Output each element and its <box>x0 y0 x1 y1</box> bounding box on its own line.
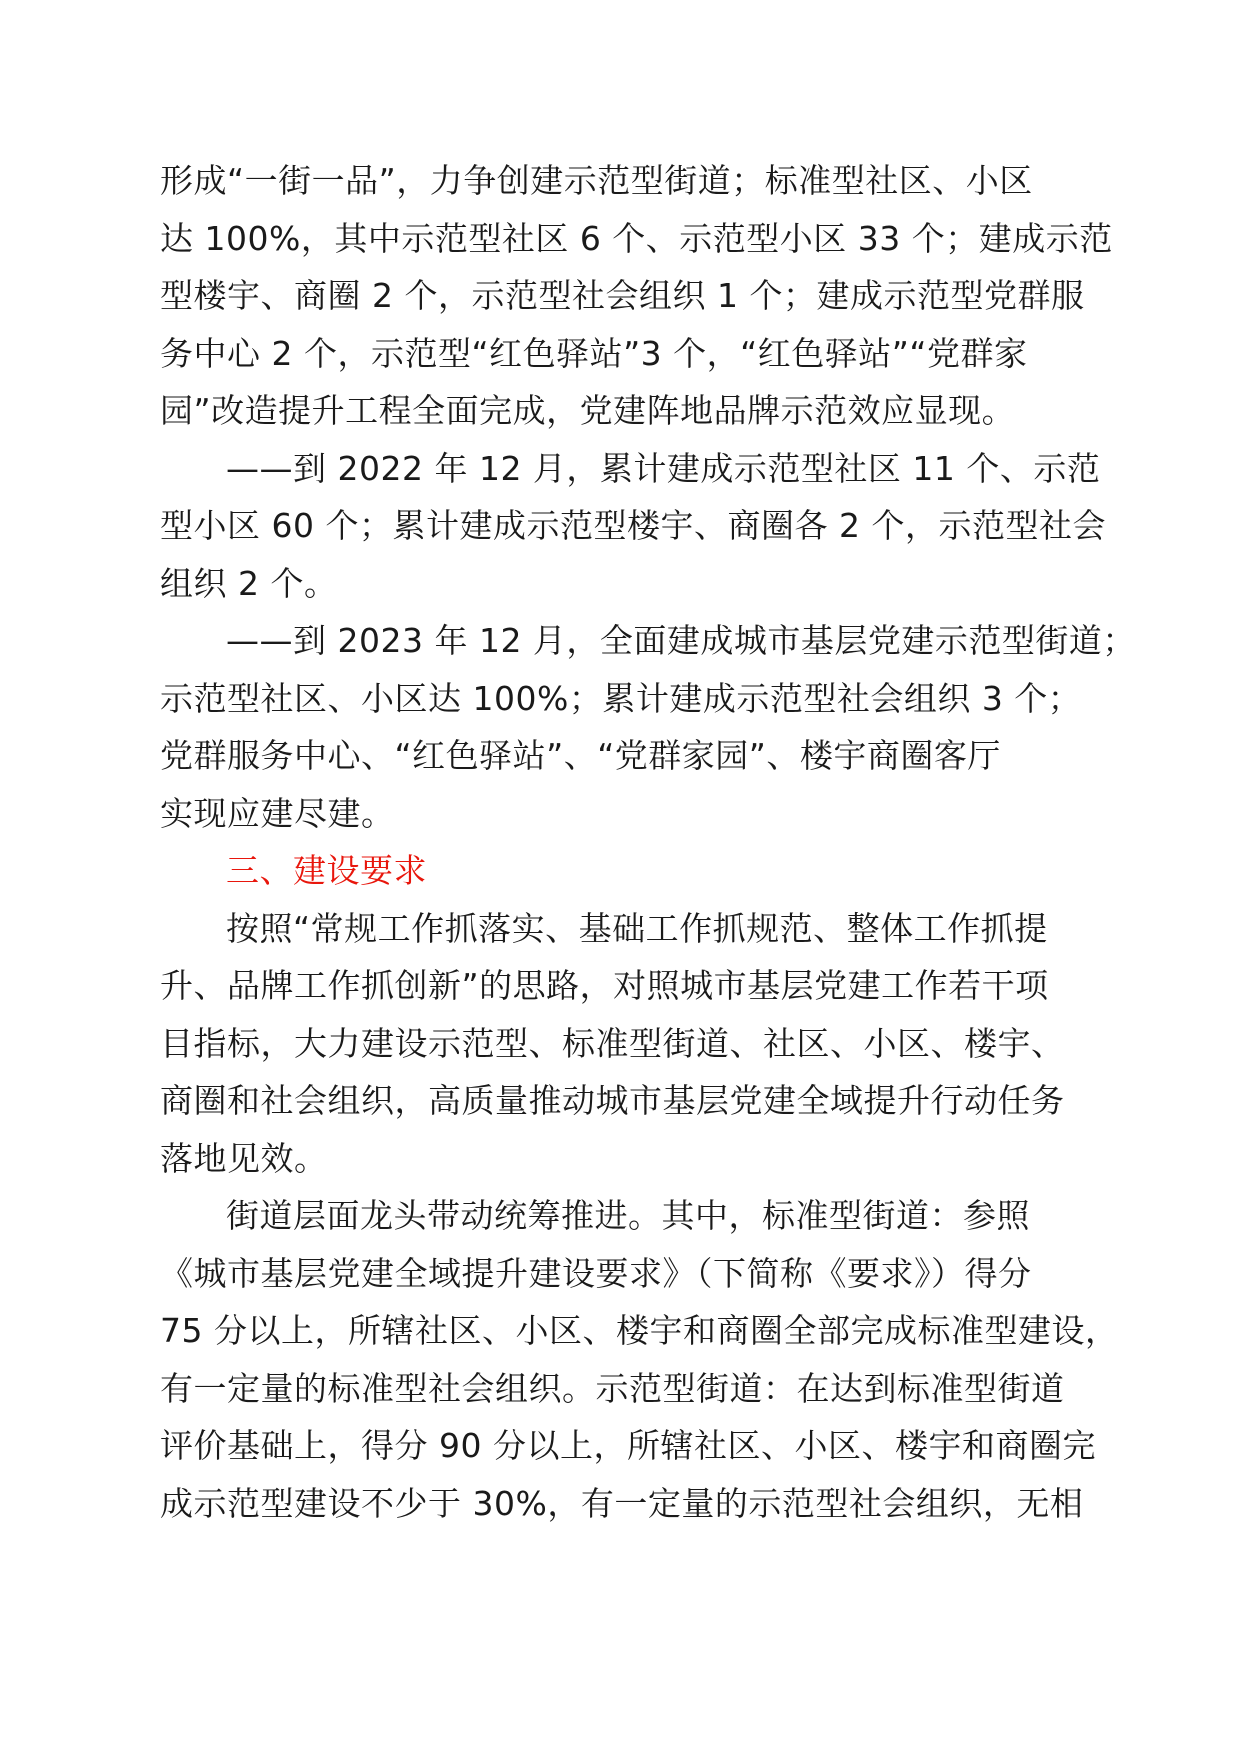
text-line: 评价基础上，得分 90 分以上，所辖社区、小区、楼宇和商圈完 <box>160 1426 1096 1465</box>
text-line: 《城市基层党建全域提升建设要求》（下简称《要求》）得分 <box>160 1253 1032 1293</box>
text-line: 型小区 60 个；累计建成示范型楼宇、商圈各 2 个，示范型社会 <box>160 506 1106 545</box>
text-line: 落地见效。 <box>160 1138 328 1178</box>
text-line: 商圈和社会组织，高质量推动城市基层党建全域提升行动任务 <box>160 1081 1065 1120</box>
text-line: 园”改造提升工程全面完成，党建阵地品牌示范效应显现。 <box>160 391 1016 430</box>
text-line: ——到 2022 年 12 月，累计建成示范型社区 11 个、示范 <box>226 448 1101 488</box>
text-line: 形成“一街一品”，力争创建示范型街道；标准型社区、小区 <box>160 161 1033 200</box>
paragraph-requirements-intro <box>160 900 1100 1188</box>
text-line: 目指标，大力建设示范型、标准型街道、社区、小区、楼宇、 <box>160 1023 1065 1063</box>
text-line: 务中心 2 个，示范型“红色驿站”3 个，“红色驿站”“党群家 <box>160 333 1028 373</box>
text-line: 达 100%，其中示范型社区 6 个、示范型小区 33 个；建成示范 <box>160 218 1113 258</box>
text-line: 党群服务中心、“红色驿站”、“党群家园”、楼宇商圈客厅 <box>160 736 1001 775</box>
text-line: 成示范型建设不少于 30%，有一定量的示范型社会组织，无相 <box>160 1483 1084 1523</box>
section-heading-text: 三、建设要求 <box>226 851 427 890</box>
text-line: 有一定量的标准型社会组织。示范型街道：在达到标准型街道 <box>160 1368 1065 1408</box>
text-line: 75 分以上，所辖社区、小区、楼宇和商圈全部完成标准型建设， <box>160 1311 1119 1350</box>
text-line: 街道层面龙头带动统筹推进。其中，标准型街道：参照 <box>226 1196 1030 1235</box>
document-body <box>160 152 1136 1532</box>
text-line: 按照“常规工作抓落实、基础工作抓规范、整体工作抓提 <box>226 908 1048 948</box>
paragraph-goals-2023 <box>160 612 1136 842</box>
text-line: 实现应建尽建。 <box>160 793 395 833</box>
text-line: 升、品牌工作抓创新”的思路，对照城市基层党建工作若干项 <box>160 966 1049 1005</box>
paragraph-street-level <box>160 1187 1119 1532</box>
paragraph-goals-2021 <box>160 152 1113 440</box>
text-line: 示范型社区、小区达 100%；累计建成示范型社会组织 3 个； <box>160 678 1082 718</box>
text-line: ——到 2023 年 12 月，全面建成城市基层党建示范型街道； <box>226 621 1136 660</box>
text-line: 型楼宇、商圈 2 个，示范型社会组织 1 个；建成示范型党群服 <box>160 276 1085 315</box>
paragraph-goals-2022 <box>160 440 1106 613</box>
section-heading <box>160 842 1100 900</box>
text-line: 组织 2 个。 <box>160 563 338 603</box>
